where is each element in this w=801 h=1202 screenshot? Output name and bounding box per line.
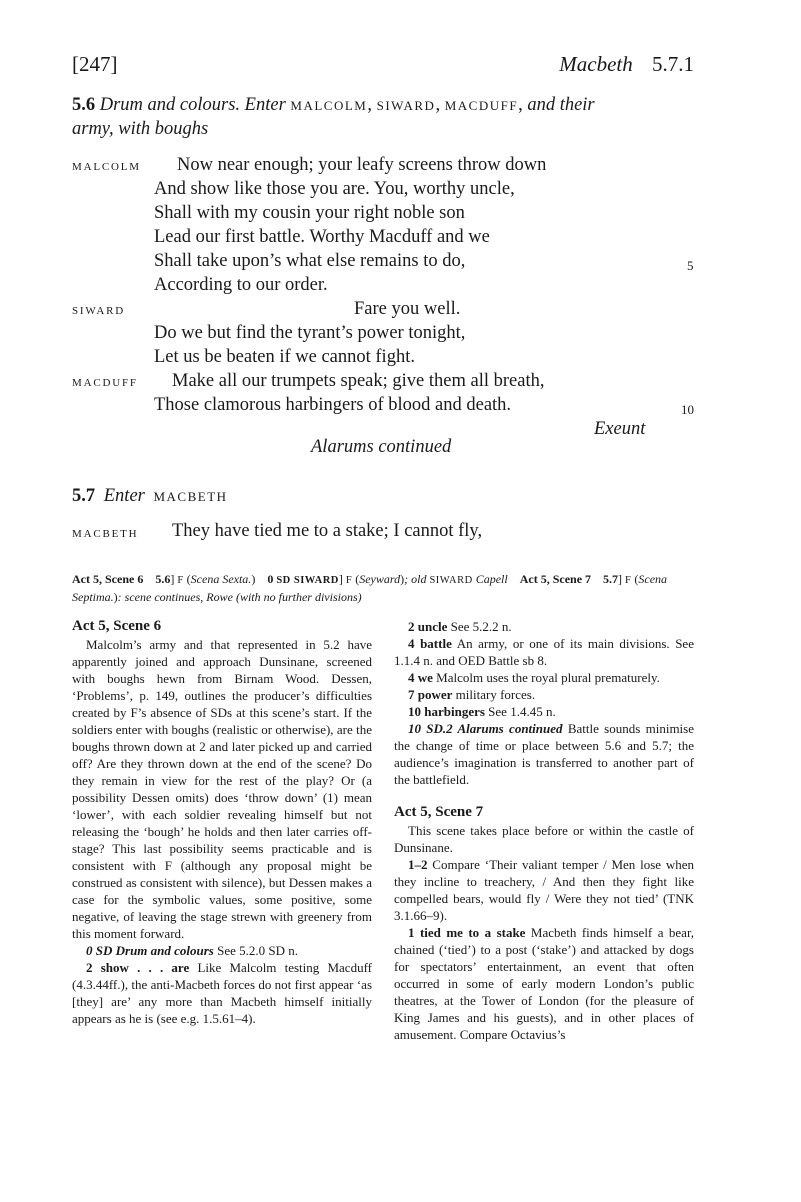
verse-line: Fare you well. bbox=[354, 299, 461, 319]
commentary-heading: Act 5, Scene 7 bbox=[394, 804, 484, 820]
verse-line: Shall take upon’s what else remains to do, bbox=[154, 251, 466, 271]
line-number: 5 bbox=[687, 258, 694, 273]
verse-line: Lead our first battle. Worthy Macduff and we bbox=[154, 227, 490, 247]
commentary-note: 2 show . . . are Like Malcolm testing Macduff (4.3.44ff.), the anti-Macbeth forces do not first appear ‘as [they] are’ any more than Macbeth himself initially appears as he is (see e.g. 1.5.61–4). bbox=[72, 960, 373, 1026]
speaker-macduff: macduff bbox=[72, 374, 138, 390]
verse-line: They have tied me to a stake; I cannot fly, bbox=[172, 521, 483, 541]
alarums-direction: Alarums continued bbox=[311, 437, 452, 457]
collation-notes: Act 5, Scene 6 5.6] F (Scena Sexta.) 0 SD SIWARD] F (Seyward); old SIWARD Capell Act 5, Scene 7 5.7] F (Scena Septima.): scene continues, Rowe (with no further divisions) bbox=[72, 572, 668, 604]
commentary-note: 1–2 Compare ‘Their valiant temper / Men lose when they incline to treachery, / And then they fight like compelled bears, would fly / Were they not tied’ (TNK 3.1.66–9). bbox=[394, 857, 694, 923]
scene-6-direction-line2: army, with boughs bbox=[72, 119, 209, 139]
exeunt-direction: Exeunt bbox=[594, 419, 646, 439]
verse-line: According to our order. bbox=[154, 275, 328, 295]
speaker-macbeth: macbeth bbox=[72, 525, 139, 541]
scene-7-number: 5.7 bbox=[72, 486, 96, 506]
commentary-note: 2 uncle See 5.2.2 n. bbox=[408, 619, 512, 634]
commentary-paragraph: This scene takes place before or within the castle of Dunsinane. bbox=[394, 823, 694, 855]
verse-line: Now near enough; your leafy screens throw down bbox=[177, 155, 547, 175]
verse-line: Make all our trumpets speak; give them all breath, bbox=[172, 371, 545, 391]
scene-6-number: 5.6 bbox=[72, 95, 96, 115]
commentary-note: 4 battle An army, or one of its main divisions. See 1.1.4 n. and OED Battle sb 8. bbox=[394, 636, 694, 668]
play-title: Macbeth bbox=[559, 52, 633, 76]
speaker-siward: siward bbox=[72, 302, 125, 318]
commentary-note: 10 harbingers See 1.4.45 n. bbox=[408, 704, 556, 719]
page-number: [247] bbox=[72, 52, 118, 76]
scene-ref: 5.7.1 bbox=[652, 52, 694, 76]
commentary-note: 1 tied me to a stake Macbeth finds himself a bear, chained (‘tied’) to a post (‘stake’) and attacked by dogs for spectators’ entertainment, an event that often occurred in some of early modern London’s public theatres, at the Tower of London (for the pleasure of King James and his guests), and in other places of amusement. Compare Octavius’s bbox=[394, 925, 695, 1042]
line-number: 10 bbox=[681, 402, 694, 417]
scene-6-direction: 5.6 Drum and colours. Enter malcolm, siward, macduff, and their bbox=[72, 95, 595, 115]
verse-line: Let us be beaten if we cannot fight. bbox=[154, 347, 415, 367]
speaker-malcolm: malcolm bbox=[72, 158, 141, 174]
commentary-note: 0 SD Drum and colours See 5.2.0 SD n. bbox=[86, 943, 299, 958]
scene-7-direction: 5.7 Enter macbeth bbox=[72, 486, 228, 506]
commentary-note: 4 we Malcolm uses the royal plural prematurely. bbox=[408, 670, 660, 685]
running-title bbox=[559, 52, 694, 77]
verse-line: Do we but find the tyrant’s power tonight, bbox=[154, 323, 466, 343]
commentary-right bbox=[394, 618, 694, 1043]
commentary-note: 7 power military forces. bbox=[408, 687, 536, 702]
verse-line: And show like those you are. You, worthy uncle, bbox=[154, 179, 515, 199]
commentary-left bbox=[72, 618, 372, 1027]
commentary-heading: Act 5, Scene 6 bbox=[72, 618, 162, 634]
commentary-paragraph: Malcolm’s army and that represented in 5.2 have apparently joined and approach Dunsinane, screened with boughs hewn from Birnam Wood. Dessen, ‘Problems’, p. 149, outlines the producer’s difficulties created by F’s absence of SDs at this scene’s start. If the soldiers enter with boughs (realistic or otherwise), are the boughs thrown down at 2 and later picked up and carried off? Are they thrown down at the end of the scene? Do they remain in view for the rest of the play? Or (a possibility Dessen omits) does ‘throw down’ (1) mean ‘lower’, with each soldier revealing himself but not releasing the ‘bough’ he holds and then later carries off-stage? This last possibility seems practicable and is consistent with F (although any proposal might be construed as consistent with silence), but Dessen makes a case for the symbolic values, some positive, some negative, of leaving the stage strewn with greenery from this moment forward. bbox=[72, 637, 372, 941]
commentary-note: 10 SD.2 Alarums continued Battle sounds minimise the change of time or place between 5.6 and 5.7; the audience’s imagination is transferred to another part of the battlefield. bbox=[394, 721, 694, 787]
verse-line: Shall with my cousin your right noble son bbox=[154, 203, 465, 223]
verse-line: Those clamorous harbingers of blood and death. bbox=[154, 395, 512, 415]
